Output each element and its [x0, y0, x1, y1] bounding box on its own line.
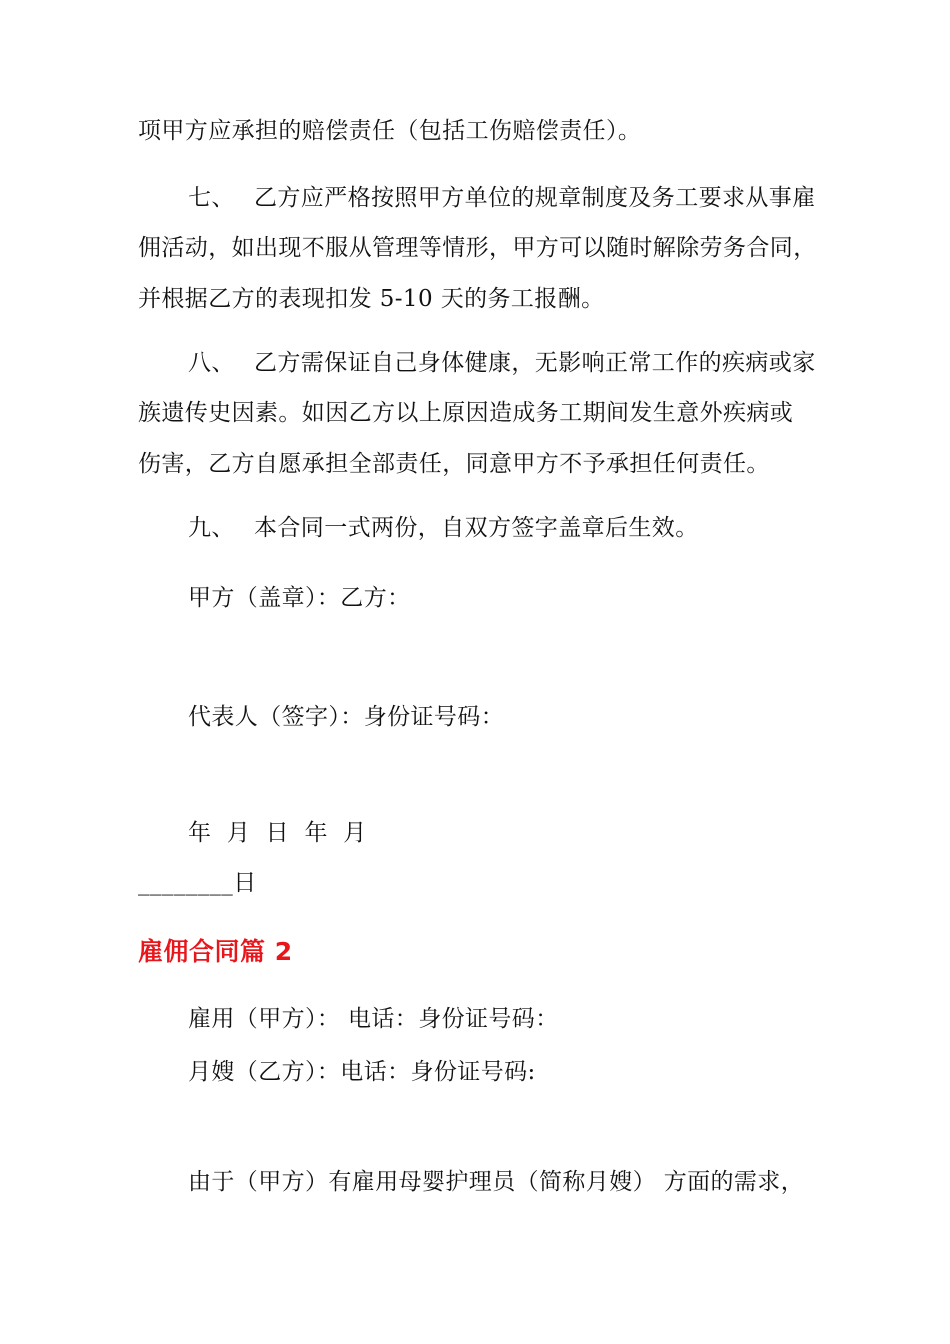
clause-8-line-3: 伤害，乙方自愿承担全部责任，同意甲方不予承担任何责任。: [138, 451, 770, 477]
clause-9-line-1: [188, 513, 878, 543]
clause-8-line-1: [188, 348, 878, 378]
intro-line: 由于（甲方）有雇用母婴护理员（简称月嫂） 方面的需求，: [188, 1169, 805, 1195]
nanny-line: 月嫂（乙方）：电话：身份证号码:: [188, 1059, 536, 1085]
clause-9-text: 本合同一式两份，自双方签字盖章后生效。: [254, 515, 699, 541]
clause-continuation: 项甲方应承担的赔偿责任（包括工伤赔偿责任）。: [138, 118, 642, 144]
employer-line: 雇用（甲方）： 电话：身份证号码：: [188, 1006, 559, 1032]
clause-7-line-2: 佣活动，如出现不服从管理等情形，甲方可以随时解除劳务合同，: [138, 235, 817, 261]
clause-9-number: 九、: [188, 515, 235, 541]
signature-representative-line: 代表人（签字）：身份证号码：: [188, 704, 505, 730]
clause-7-text: 乙方应严格按照甲方单位的规章制度及务工要求从事雇: [254, 185, 816, 211]
clause-7-line-3: 并根据乙方的表现扣发 5-10 天的务工报酬。: [138, 286, 605, 312]
signature-party-line: 甲方（盖章）：乙方：: [188, 585, 411, 611]
signature-date-line: 年 月 日 年 月: [188, 820, 367, 846]
clause-7-number: 七、: [188, 185, 235, 211]
clause-8-number: 八、: [188, 350, 235, 376]
clause-8-line-2: 族遗传史因素。如因乙方以上原因造成务工期间发生意外疾病或: [138, 400, 794, 426]
clause-7-line-1: [188, 183, 878, 213]
signature-date-day: ________日: [138, 870, 257, 896]
section-2-heading: 雇佣合同篇 2: [138, 937, 293, 966]
clause-8-text: 乙方需保证自己身体健康，无影响正常工作的疾病或家: [254, 350, 816, 376]
